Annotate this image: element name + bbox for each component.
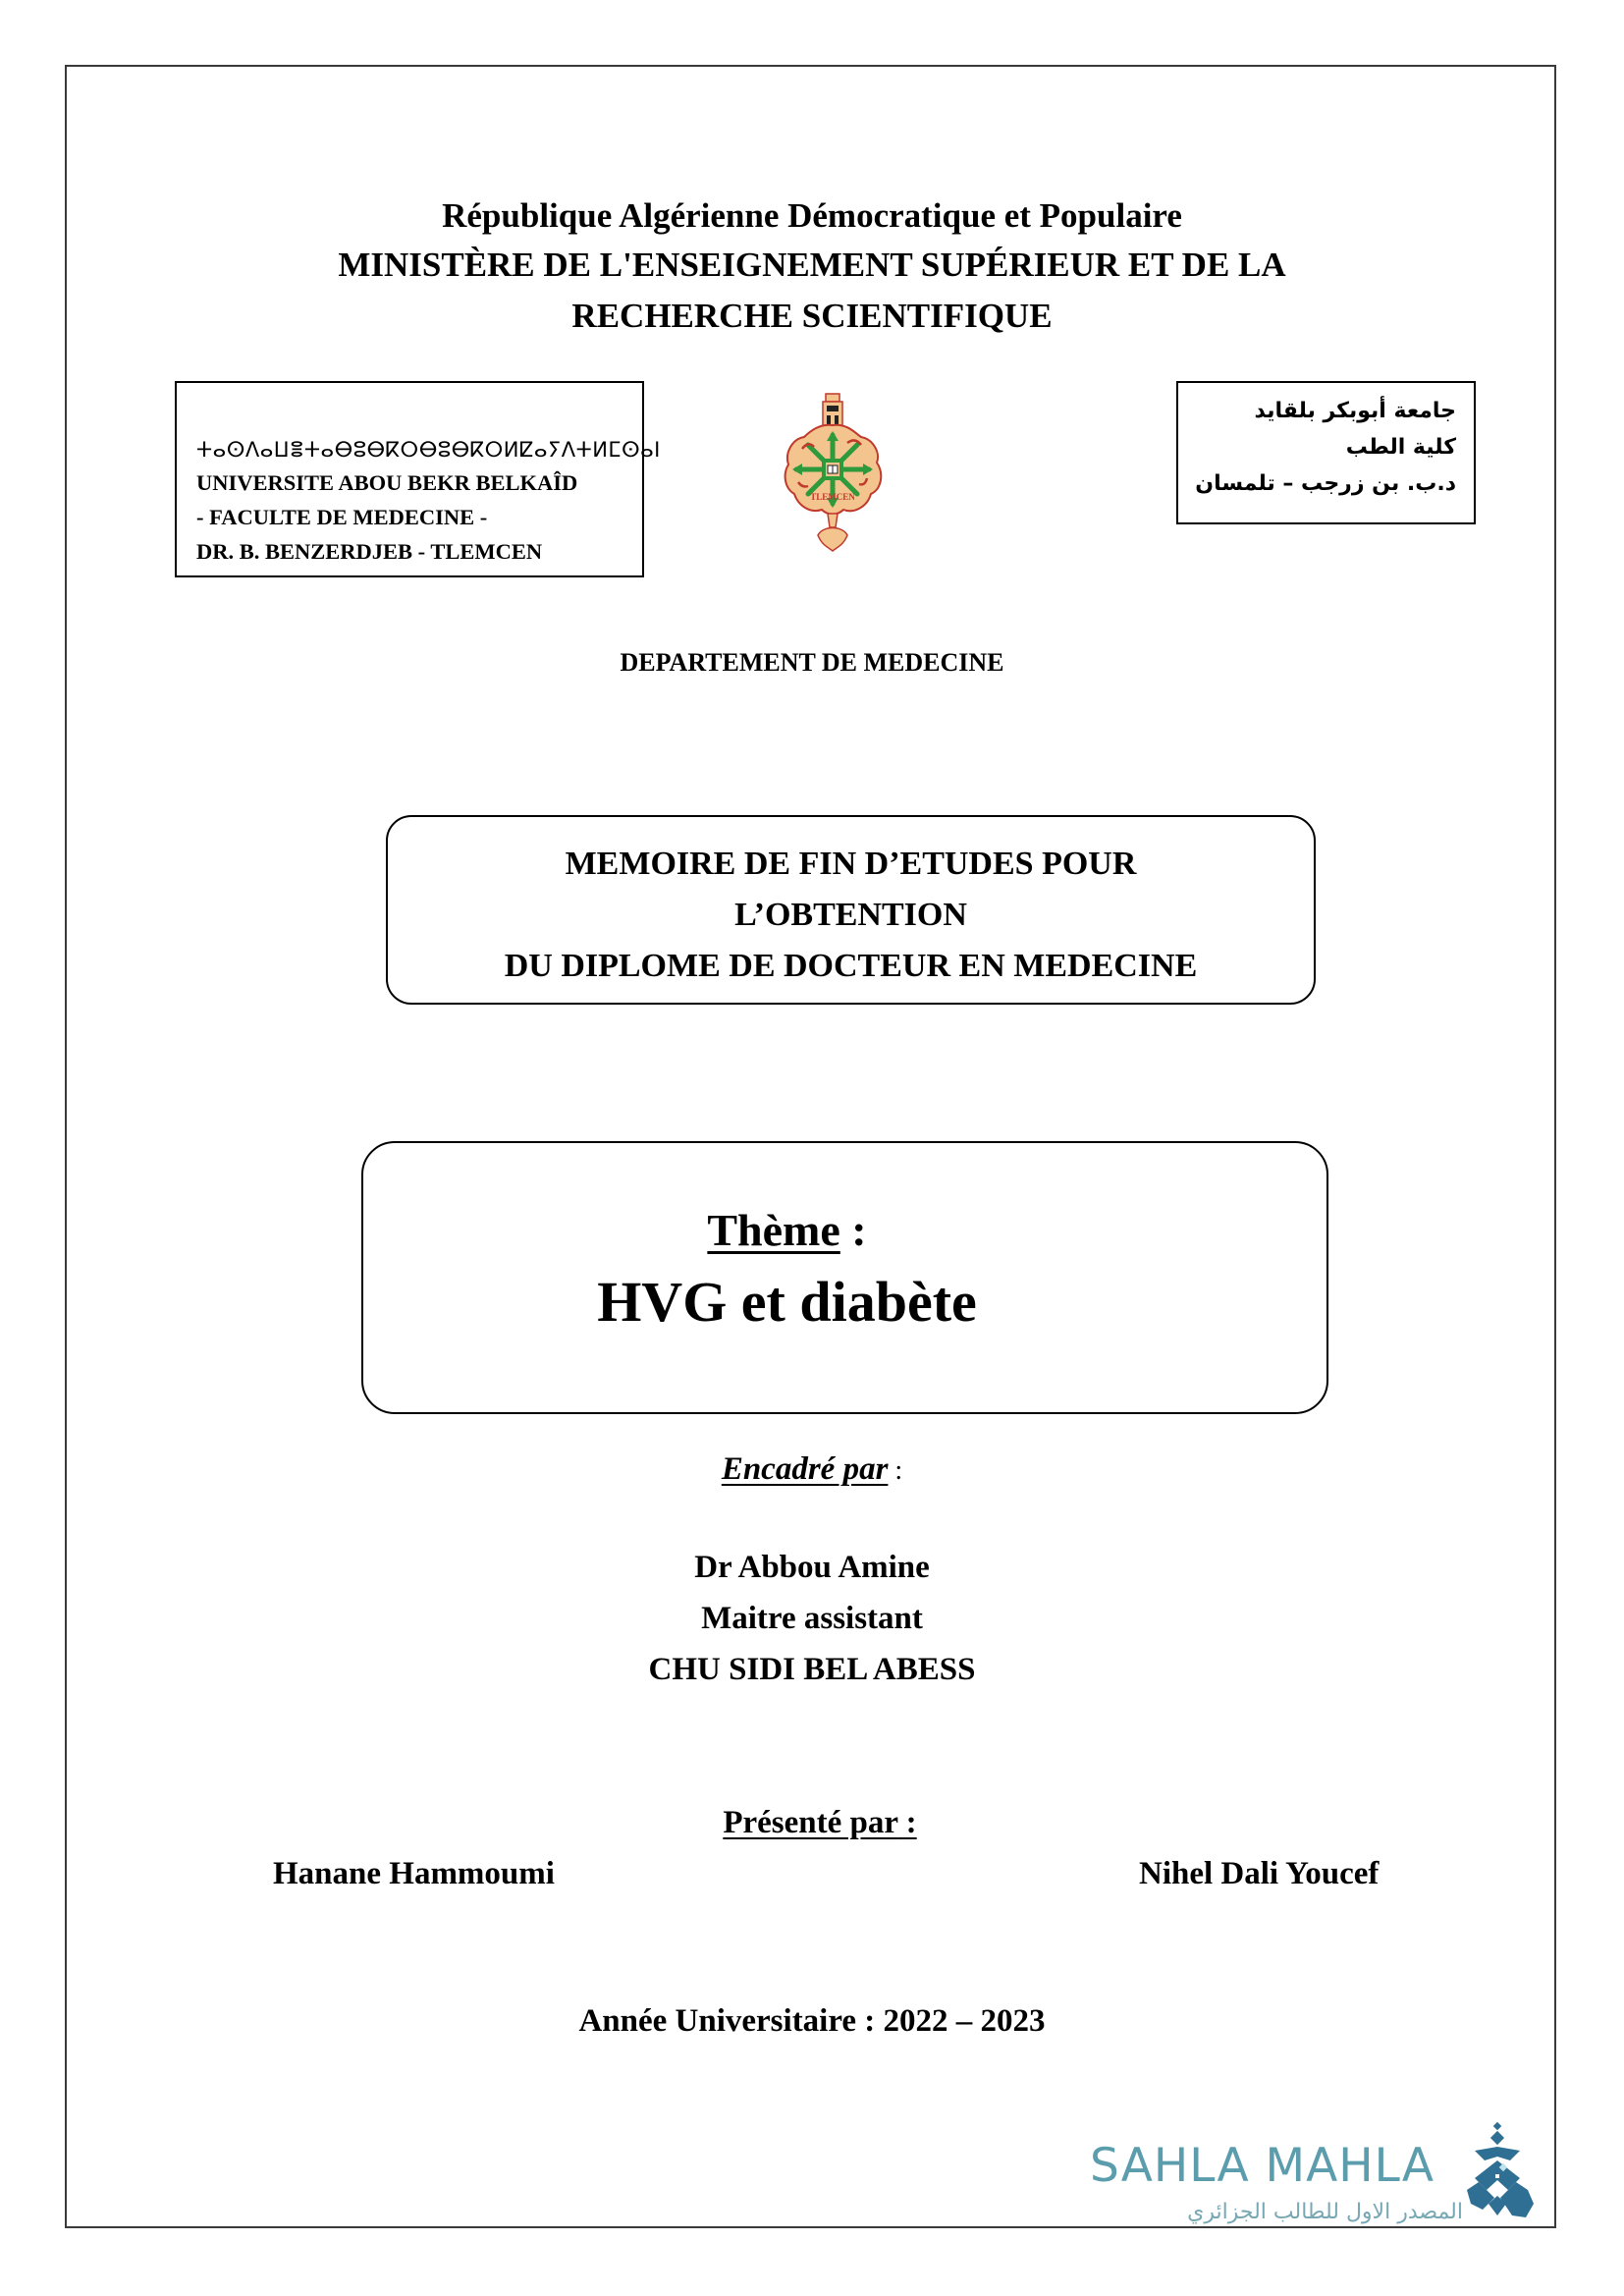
university-box-arabic [1176, 381, 1476, 524]
department-name: DEPARTEMENT DE MEDECINE [620, 648, 1004, 677]
theme-label [363, 1204, 1326, 1256]
university-name-arabic: جامعة أبوبكر بلقايد [1254, 399, 1456, 423]
republic-title: République Algérienne Démocratique et Populaire [442, 196, 1182, 235]
theme-label-text: Thème [707, 1205, 840, 1255]
university-tlemcen-emblem-icon [779, 388, 887, 555]
theme-title: HVG et diabète [597, 1270, 977, 1334]
academic-year: Année Universitaire : 2022 – 2023 [578, 2003, 1046, 2039]
presented-label: Présenté par [723, 1805, 898, 1840]
memoire-box [386, 815, 1316, 1005]
faculty-location-arabic: د.ب. بن زرجب – تلمسان [1195, 471, 1456, 496]
supervisor-title: Maitre assistant [701, 1601, 923, 1636]
memoire-line-3: DU DIPLOME DE DOCTEUR EN MEDECINE [504, 948, 1198, 984]
svg-text:TLEMCEN: TLEMCEN [810, 492, 855, 502]
faculty-location: DR. B. BENZERDJEB - TLEMCEN [196, 539, 543, 564]
supervisor-label: Encadré par [721, 1451, 889, 1487]
ministry-title-line2: RECHERCHE SCIENTIFIQUE [571, 297, 1053, 335]
sahla-mahla-watermark [1090, 2121, 1542, 2229]
faculty-name-arabic: كلية الطب [1345, 435, 1456, 460]
presented-heading [0, 1805, 1624, 1841]
watermark-arabic-text: المصدر الاول للطالب الجزائري [1187, 2200, 1463, 2224]
university-name: UNIVERSITE ABOU BEKR BELKAÎD [196, 470, 578, 495]
university-box-french [175, 381, 661, 577]
supervisor-colon: : [888, 1455, 903, 1486]
student-name-2: Nihel Dali Youcef [1139, 1856, 1380, 1891]
supervisor-institution: CHU SIDI BEL ABESS [648, 1652, 976, 1687]
sahla-mahla-logo-icon [1465, 2121, 1540, 2227]
presented-label-wrap [723, 1805, 916, 1840]
faculty-name: - FACULTE DE MEDECINE - [196, 505, 488, 529]
student-name-1: Hanane Hammoumi [273, 1856, 555, 1891]
presented-colon: : [897, 1805, 917, 1840]
watermark-latin-text: SAHLA MAHLA [1090, 2139, 1435, 2193]
memoire-line-1: MEMOIRE DE FIN D’ETUDES POUR [565, 846, 1137, 882]
tifinagh-university-name: ⵜⴰⵙⴷⴰⵡⴻⵜⴰⴱⵓⴱⴽⵔⴱⵓⴱⴽⵔⵍⵇⴰⵢⴷⵜⵍⵎⵙⴰⵏ [196, 438, 661, 462]
theme-label-colon: : [839, 1205, 867, 1255]
supervisor-heading [0, 1451, 1624, 1488]
theme-box [361, 1141, 1328, 1414]
supervisor-name: Dr Abbou Amine [694, 1550, 930, 1585]
ministry-title-line1: MINISTÈRE DE L'ENSEIGNEMENT SUPÉRIEUR ET DE LA [338, 246, 1286, 284]
memoire-line-2: L’OBTENTION [734, 897, 967, 933]
